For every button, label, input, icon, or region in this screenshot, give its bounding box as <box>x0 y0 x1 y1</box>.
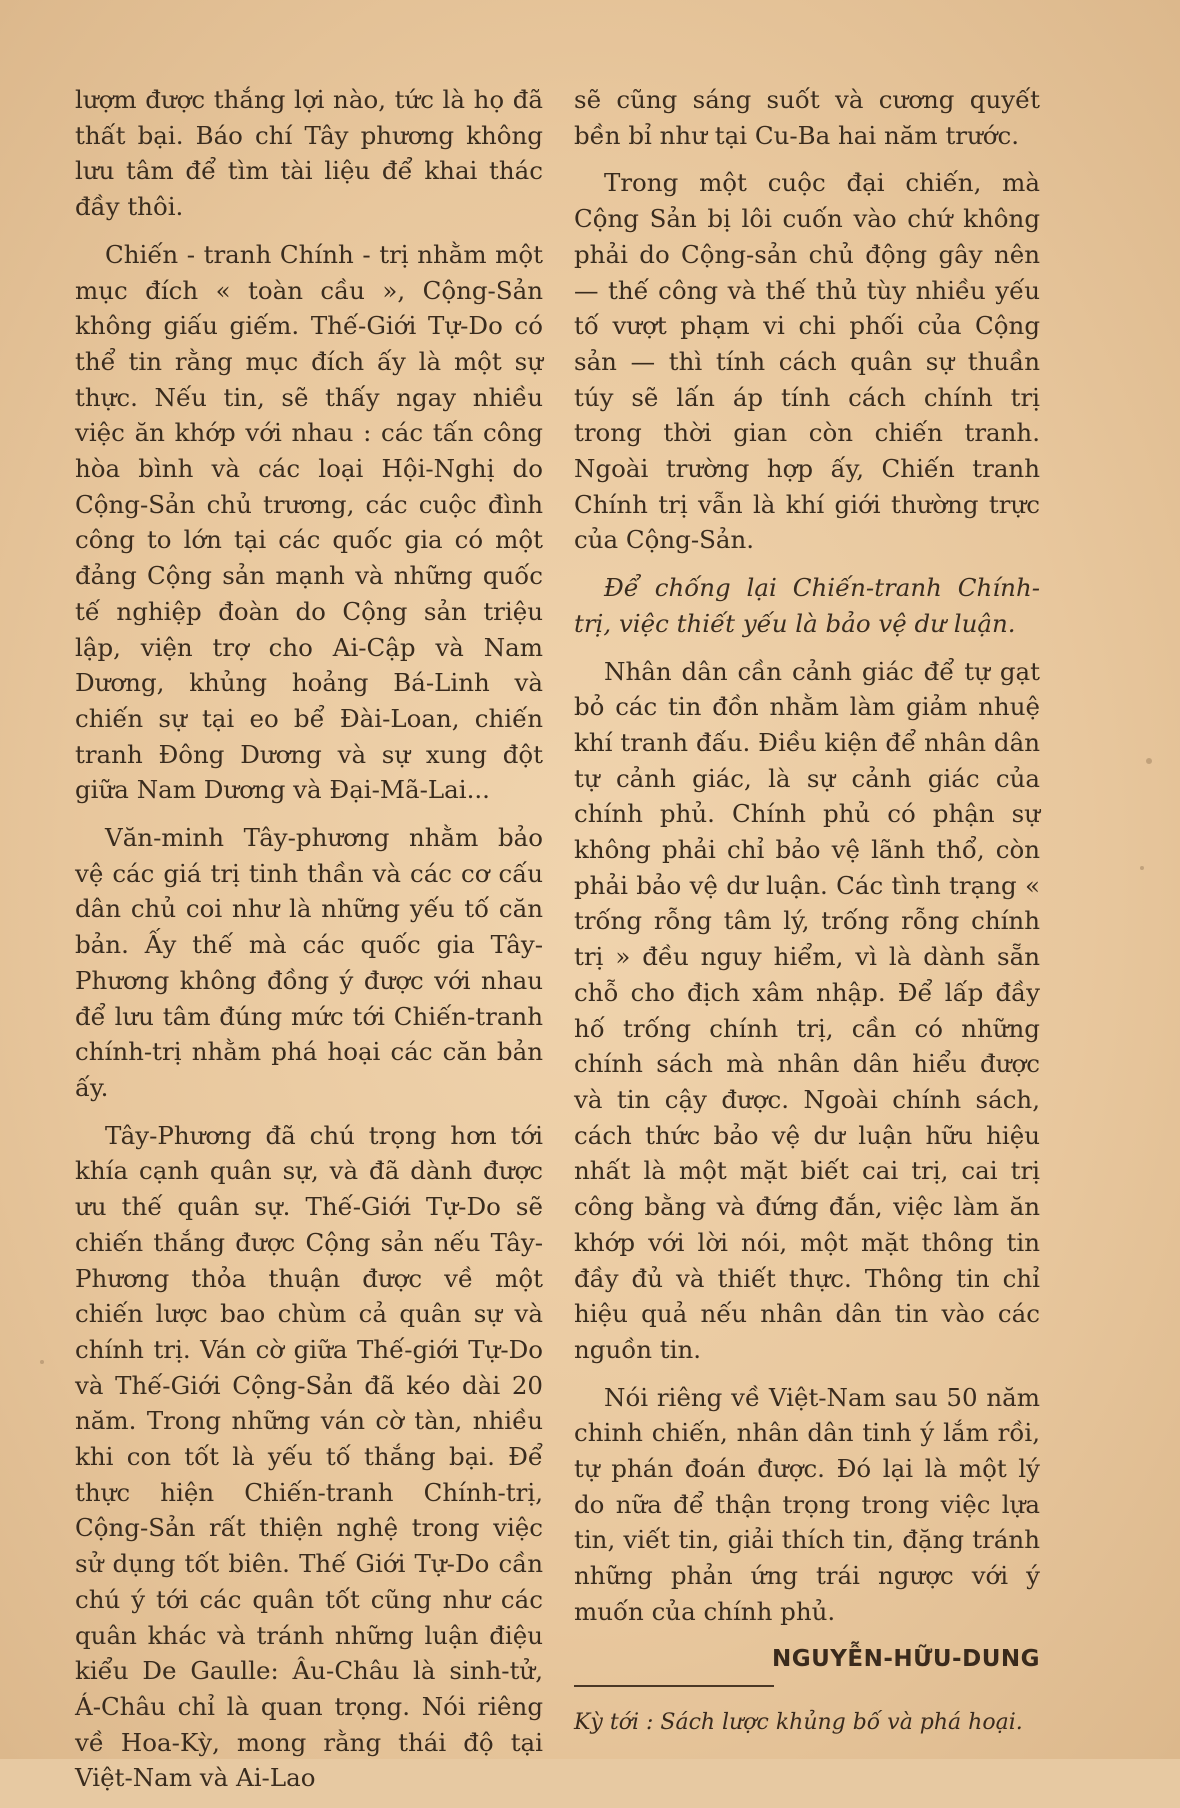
paragraph: Nói riêng về Việt-Nam sau 50 năm chinh chiến, nhân dân tinh ý lắm rồi, tự phán đoán được. Đó lại là một lý do nữa để thận trọng trong việc lựa tin, viết tin, giải thích tin, đặng tránh những phản ứng trái ngược với ý muốn của chính phủ. <box>574 1382 1040 1626</box>
paragraph: sẽ cũng sáng suốt và cương quyết bền bỉ như tại Cu-Ba hai năm trước. <box>574 85 1040 150</box>
paragraph: Văn-minh Tây-phương nhằm bảo vệ các giá trị tinh thần và các cơ cấu dân chủ coi như là những yếu tố căn bản. Ấy thế mà các quốc gia Tây-Phương không đồng ý được với nhau để lưu tâm đúng mức tới Chiến-tranh chính-trị nhằm phá hoại các căn bản ấy. <box>75 823 543 1102</box>
paragraph: Chiến - tranh Chính - trị nhằm một mục đích « toàn cầu », Cộng-Sản không giấu giếm. Thế-Giới Tự-Do có thể tin rằng mục đích ấy là một sự thực. Nếu tin, sẽ thấy ngay nhiều việc ăn khớp với nhau : các tấn công hòa bình và các loại Hội-Nghị do Cộng-Sản chủ trương, các cuộc đình công to lớn tại các quốc gia có một đảng Cộng sản mạnh và những quốc tế nghiệp đoàn do Cộng sản triệu lập, viện trợ cho Ai-Cập và Nam Dương, khủng hoảng Bá-Linh và chiến sự tại eo bể Đài-Loan, chiến tranh Đông Dương và sự xung đột giữa Nam Dương và Đại-Mã-Lai... <box>75 239 543 805</box>
italic-thesis: Để chống lại Chiến-tranh Chính-trị, việc thiết yếu là bảo vệ dư luận. <box>574 573 1040 638</box>
paragraph: lượm được thắng lợi nào, tức là họ đã thất bại. Báo chí Tây phương không lưu tâm để tìm tài liệu để khai thác đầy thôi. <box>75 85 543 222</box>
left-column <box>75 82 543 1808</box>
author-signature: NGUYỄN-HỮU-DUNG <box>771 1645 1040 1672</box>
paragraph: Nhân dân cần cảnh giác để tự gạt bỏ các tin đồn nhằm làm giảm nhuệ khí tranh đấu. Điều kiện để nhân dân tự cảnh giác, là sự cảnh giác của chính phủ. Chính phủ có phận sự không phải chỉ bảo vệ lãnh thổ, còn phải bảo vệ dư luận. Các tình trạng « trống rỗng tâm lý, trống rỗng chính trị » đều nguy hiểm, vì là dành sẵn chỗ cho địch xâm nhập. Để lấp đầy hố trống chính trị, cần có những chính sách mà nhân dân hiểu được và tin cậy được. Ngoài chính sách, cách thức bảo vệ dư luận hữu hiệu nhất là một mặt biết cai trị, cai trị công bằng và đứng đắn, việc làm ăn khớp với lời nói, một mặt thông tin đầy đủ và thiết thực. Thông tin chỉ hiệu quả nếu nhân dân tin vào các nguồn tin. <box>574 656 1040 1364</box>
next-issue-note: Kỳ tới : Sách lược khủng bố và phá hoại. <box>574 1710 1023 1736</box>
divider-rule <box>574 1685 774 1687</box>
paper-speck <box>1140 866 1144 870</box>
right-column <box>574 82 1040 1753</box>
paper-speck <box>40 1360 44 1364</box>
paragraph: Trong một cuộc đại chiến, mà Cộng Sản bị lôi cuốn vào chứ không phải do Cộng-sản chủ động gây nên — thế công và thế thủ tùy nhiều yếu tố vượt phạm vi chi phối của Cộng sản — thì tính cách quân sự thuần túy sẽ lấn áp tính cách chính trị trong thời gian còn chiến tranh. Ngoài trường hợp ấy, Chiến tranh Chính trị vẫn là khí giới thường trực của Cộng-Sản. <box>574 168 1040 555</box>
paragraph: Tây-Phương đã chú trọng hơn tới khía cạnh quân sự, và đã dành được ưu thế quân sự. Thế-Giới Tự-Do sẽ chiến thắng được Cộng sản nếu Tây-Phương thỏa thuận được về một chiến lược bao chùm cả quân sự và chính trị. Ván cờ giữa Thế-giới Tự-Do và Thế-Giới Cộng-Sản đã kéo dài 20 năm. Trong những ván cờ tàn, nhiều khi con tốt là yếu tố thắng bại. Để thực hiện Chiến-tranh Chính-trị, Cộng-Sản rất thiện nghệ trong việc sử dụng tốt biên. Thế Giới Tự-Do cần chú ý tới các quân tốt cũng như các quân khác và tránh những luận điệu kiểu De Gaulle: Âu-Châu là sinh-tử, Á-Châu chỉ là quan trọng. Nói riêng về Hoa-Kỳ, mong rằng thái độ tại Việt-Nam và Ai-Lao <box>75 1120 543 1793</box>
paper-speck <box>1146 758 1152 764</box>
